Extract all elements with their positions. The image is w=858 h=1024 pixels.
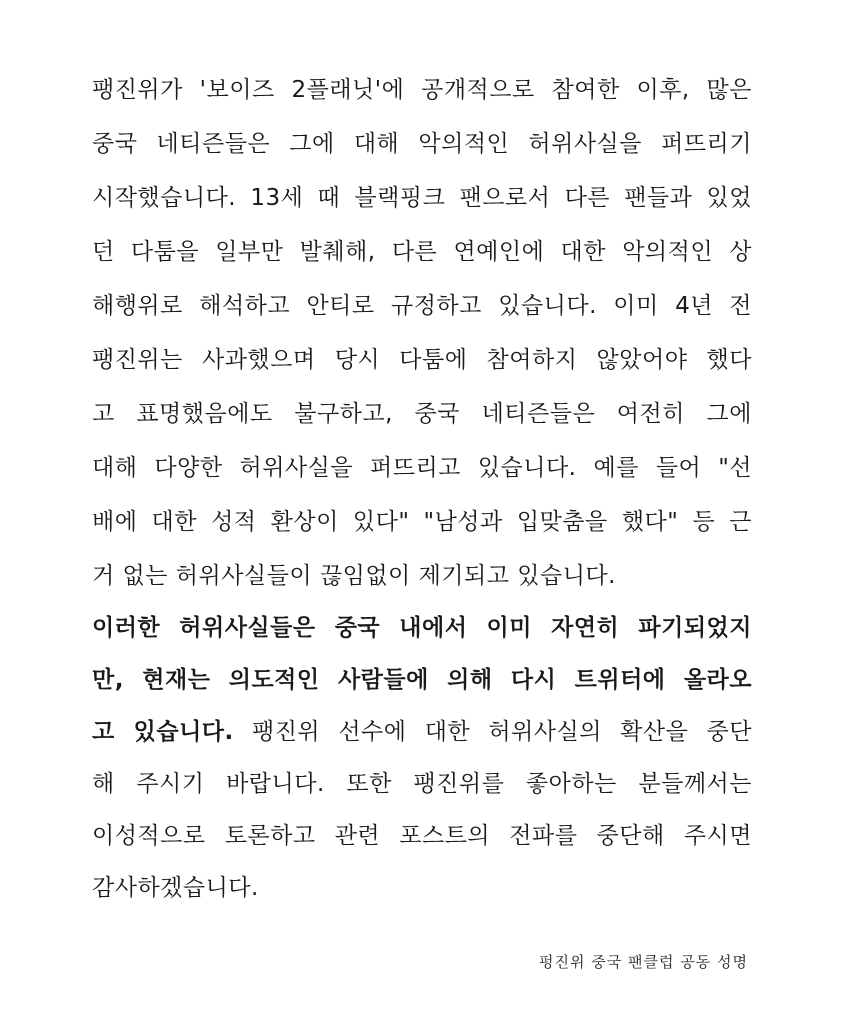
text-line: 해 주시기 바랍니다. 또한 팽진위를 좋아하는 분들께서는 bbox=[92, 771, 752, 797]
text-line: 배에 대한 성적 환상이 있다" "남성과 입맞춤을 했다" 등 근 bbox=[92, 509, 752, 535]
statement-paragraph-1 bbox=[92, 70, 752, 610]
text-line: 팽진위는 사과했으며 당시 다툼에 참여하지 않았어야 했다 bbox=[92, 347, 752, 373]
signature-line: 펑진위 중국 팬클럽 공동 성명 bbox=[539, 953, 748, 971]
text-line: 감사하겠습니다. bbox=[92, 875, 259, 901]
text-line: 대해 다양한 허위사실을 퍼뜨리고 있습니다. 예를 들어 "선 bbox=[92, 455, 752, 481]
text-line: 던 다툼을 일부만 발췌해, 다른 연예인에 대한 악의적인 상 bbox=[92, 239, 752, 265]
text-line: 팽진위가 '보이즈 2플래닛'에 공개적으로 참여한 이후, 많은 bbox=[92, 77, 752, 103]
text-line: 이성적으로 토론하고 관련 포스트의 전파를 중단해 주시면 bbox=[92, 823, 752, 849]
text-line: 중국 네티즌들은 그에 대해 악의적인 허위사실을 퍼뜨리기 bbox=[92, 131, 752, 157]
emphasized-text-line: 만, 현재는 의도적인 사람들에 의해 다시 트위터에 올라오 bbox=[92, 667, 752, 693]
regular-text: 팽진위 선수에 대한 허위사실의 확산을 중단 bbox=[233, 719, 752, 745]
emphasized-text-line: 이러한 허위사실들은 중국 내에서 이미 자연히 파기되었지 bbox=[92, 615, 752, 641]
emphasized-text: 고 있습니다. bbox=[92, 719, 234, 745]
text-line: 고 표명했음에도 불구하고, 중국 네티즌들은 여전히 그에 bbox=[92, 401, 752, 427]
text-line: 해행위로 해석하고 안티로 규정하고 있습니다. 이미 4년 전 bbox=[92, 293, 752, 319]
text-line: 거 없는 허위사실들이 끊임없이 제기되고 있습니다. bbox=[92, 563, 616, 589]
statement-paragraph-2 bbox=[92, 608, 752, 920]
text-line: 시작했습니다. 13세 때 블랙핑크 팬으로서 다른 팬들과 있었 bbox=[92, 185, 752, 211]
mixed-text-line bbox=[92, 712, 752, 764]
